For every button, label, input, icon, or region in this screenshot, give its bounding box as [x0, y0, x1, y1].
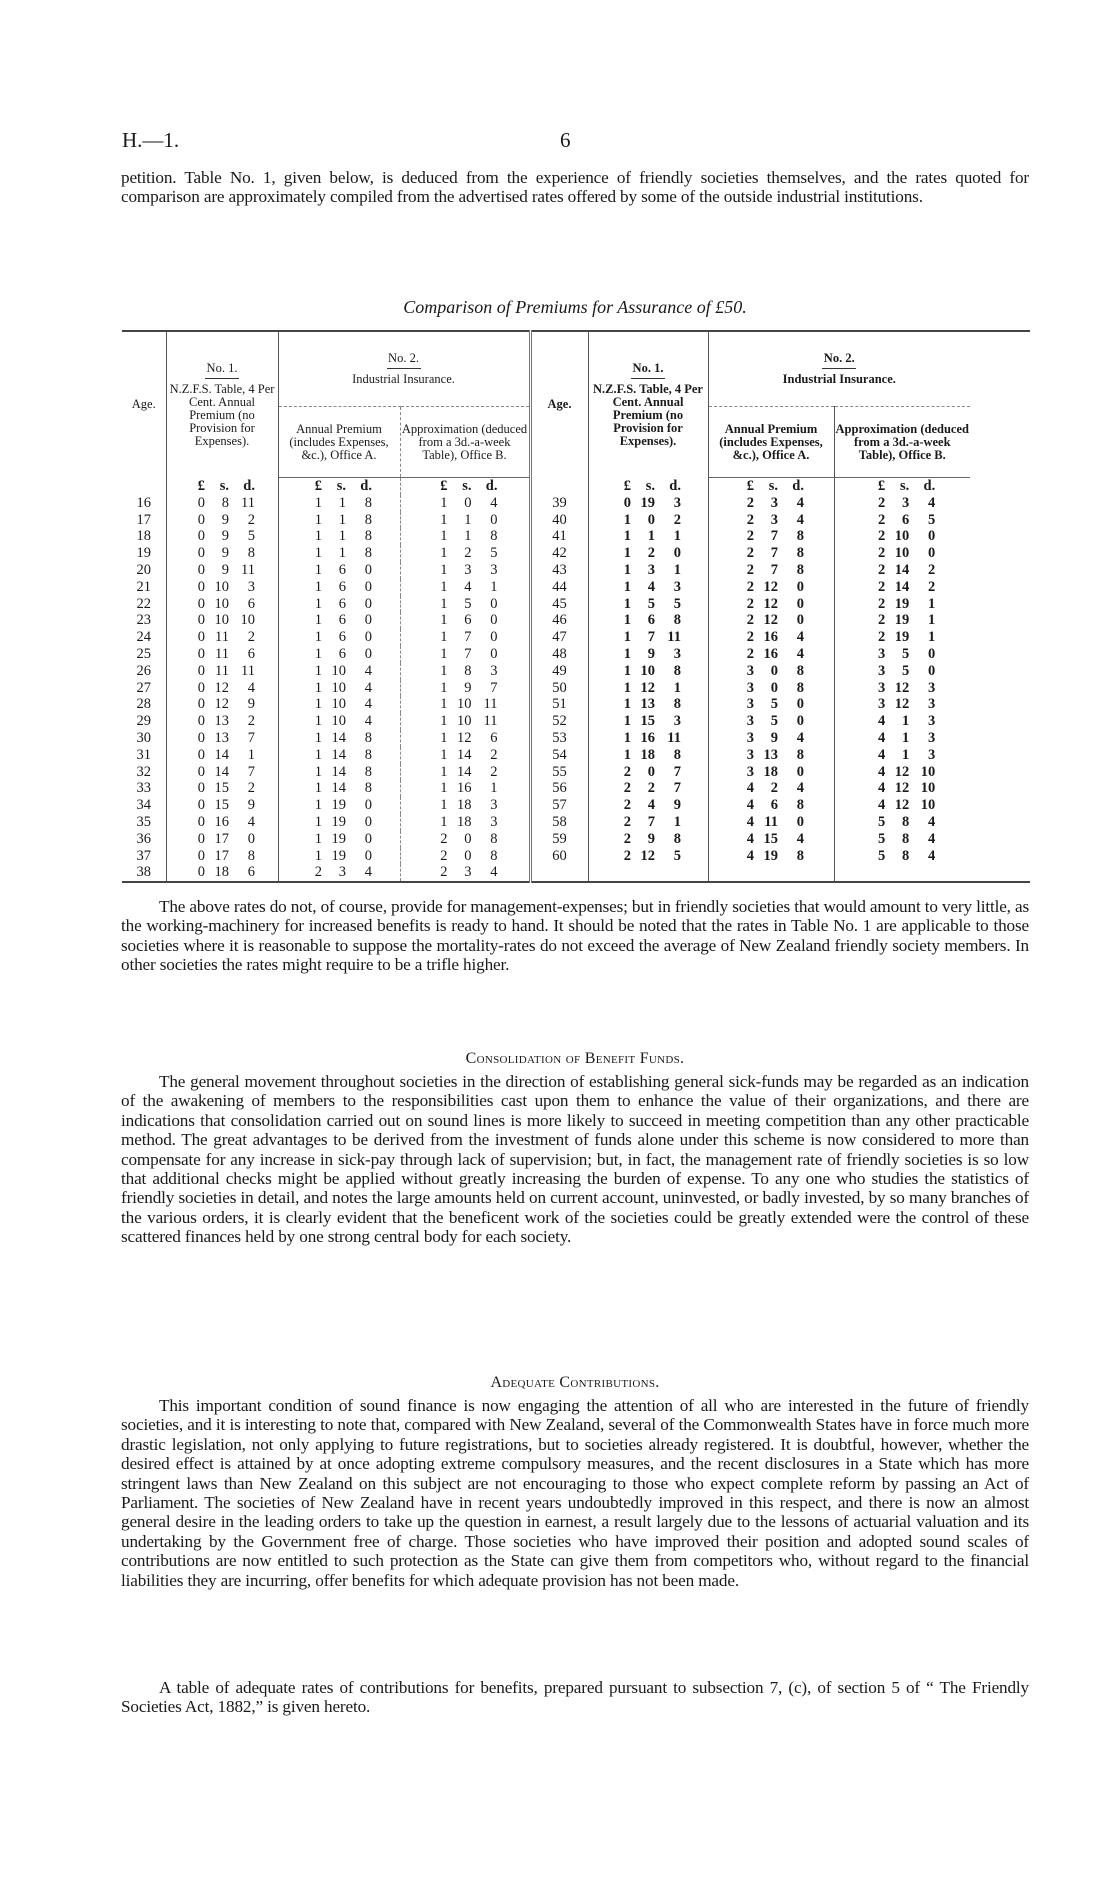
- no1-header-right: [588, 331, 708, 478]
- units-label: £ s. d.: [834, 478, 970, 495]
- office-a-premium-cell: 2 12 0: [708, 579, 834, 596]
- office-a-premium-cell: 2 3 4: [708, 495, 834, 512]
- office-a-premium-cell: 1 14 8: [278, 747, 400, 764]
- office-b-premium-cell: 4 12 10: [834, 764, 970, 781]
- age-cell: 17: [136, 511, 151, 528]
- intro-paragraph: petition. Table No. 1, given below, is deduced from the experience of friendly societies themselves, and the rates quoted for comparison are approximately compiled from the advertised rates offered by some of the outside industrial institutions.: [121, 168, 1029, 207]
- office-a-premium-cell: 1 1 8: [278, 512, 400, 529]
- office-a-premium-cell: 2 16 4: [708, 646, 834, 663]
- units-label: £ s. d.: [588, 478, 708, 495]
- office-a-premium-cell: 1 14 8: [278, 764, 400, 781]
- age-cell: 55: [530, 764, 588, 781]
- office-b-premium-cell: 4 1 3: [834, 730, 970, 747]
- age-cell: 60: [530, 848, 588, 865]
- age-cell: 24: [136, 629, 151, 646]
- age-cell: 35: [136, 813, 151, 830]
- no1-premium-cell: 0 9 11: [166, 562, 278, 579]
- age-cell: 31: [136, 746, 151, 763]
- office-a-premium-cell: 1 10 4: [278, 713, 400, 730]
- office-a-premium-cell: 4 11 0: [708, 814, 834, 831]
- office-b-premium-cell: 3 12 3: [834, 680, 970, 697]
- office-a-premium-cell: 1 19 0: [278, 797, 400, 814]
- no1-premium-cell: 0 11 2: [166, 629, 278, 646]
- office-b-premium-cell: 1 12 6: [400, 730, 530, 747]
- age-cell: 53: [530, 730, 588, 747]
- office-b-premium-cell: 5 8 4: [834, 814, 970, 831]
- no1-premium-cell: 1 5 5: [588, 596, 708, 613]
- no1-premium-cell: 1 1 1: [588, 528, 708, 545]
- no1-premium-cell: 2 4 9: [588, 797, 708, 814]
- table-row: [122, 713, 1030, 730]
- no1-premium-cell: 0 14 1: [166, 747, 278, 764]
- office-b-premium-cell: 2 14 2: [834, 579, 970, 596]
- no1-premium-cell: 0 13 7: [166, 730, 278, 747]
- office-b-premium-cell: 1 9 7: [400, 680, 530, 697]
- office-b-premium-cell: 2 0 8: [400, 848, 530, 865]
- office-b-premium-cell: 1 1 0: [400, 512, 530, 529]
- table-row: [122, 579, 1030, 596]
- age-cell: 39: [530, 495, 588, 512]
- age-cell: 26: [136, 662, 151, 679]
- units-label: £ s. d.: [708, 478, 834, 495]
- no2-title: No. 2.: [388, 351, 419, 365]
- no1-description: N.Z.F.S. Table, 4 Per Cent. Annual Premium (no Provision for Expenses).: [593, 381, 703, 448]
- age-cell: 19: [136, 545, 151, 562]
- no1-premium-cell: 1 6 8: [588, 612, 708, 629]
- office-b-premium-cell: 2 0 8: [400, 831, 530, 848]
- no1-premium-cell: 0 14 7: [166, 764, 278, 781]
- no1-header: [166, 331, 278, 478]
- table-row: [122, 528, 1030, 545]
- office-a-premium-cell: 1 1 8: [278, 545, 400, 562]
- no1-premium-cell: 2 2 7: [588, 780, 708, 797]
- office-b-premium-cell: 1 0 4: [400, 495, 530, 512]
- no1-premium-cell: 1 3 1: [588, 562, 708, 579]
- units-label: £ s. d.: [400, 478, 530, 495]
- office-b-premium-cell: 1 6 0: [400, 612, 530, 629]
- document-reference: H.—1.: [122, 128, 180, 152]
- divider: [387, 368, 421, 369]
- table-title: Comparison of Premiums for Assurance of £50.: [403, 297, 747, 317]
- office-b-premium-cell: [834, 864, 970, 882]
- table-row: [122, 730, 1030, 747]
- office-b-premium-cell: 1 14 2: [400, 747, 530, 764]
- office-b-premium-cell: 5 8 4: [834, 831, 970, 848]
- table-row: [122, 764, 1030, 781]
- section-heading-consolidation: Consolidation of Benefit Funds.: [465, 1050, 685, 1067]
- office-a-premium-cell: 1 10 4: [278, 696, 400, 713]
- office-a-premium-cell: 4 15 4: [708, 831, 834, 848]
- office-a-premium-cell: 1 6 0: [278, 562, 400, 579]
- no1-premium-cell: 1 16 11: [588, 730, 708, 747]
- no1-premium-cell: 1 13 8: [588, 696, 708, 713]
- divider: [822, 368, 856, 369]
- age-cell: 28: [136, 696, 151, 713]
- office-a-premium-cell: 3 18 0: [708, 764, 834, 781]
- table-row: [122, 562, 1030, 579]
- table-row: [122, 848, 1030, 865]
- office-a-premium-cell: 1 6 0: [278, 629, 400, 646]
- table-row: [122, 646, 1030, 663]
- office-a-header: Annual Premium (includes Expenses, &c.), Office A.: [278, 407, 400, 478]
- units-label: £ s. d.: [278, 478, 400, 495]
- no1-premium-cell: 0 9 8: [166, 545, 278, 562]
- units-label: £ s. d.: [166, 478, 278, 495]
- no1-premium-cell: 0 11 6: [166, 646, 278, 663]
- no1-premium-cell: 0 15 2: [166, 780, 278, 797]
- office-a-premium-cell: 1 6 0: [278, 579, 400, 596]
- no1-premium-cell: 0 17 8: [166, 848, 278, 865]
- office-b-premium-cell: 4 1 3: [834, 713, 970, 730]
- office-a-premium-cell: 1 1 8: [278, 528, 400, 545]
- no2-description: Industrial Insurance.: [782, 372, 896, 386]
- no1-premium-cell: 1 9 3: [588, 646, 708, 663]
- office-a-premium-cell: 3 0 8: [708, 663, 834, 680]
- office-b-premium-cell: 2 6 5: [834, 512, 970, 529]
- no1-premium-cell: 0 10 3: [166, 579, 278, 596]
- no1-premium-cell: 1 10 8: [588, 663, 708, 680]
- no1-premium-cell: 0 9 2: [166, 512, 278, 529]
- office-a-header-right: Annual Premium (includes Expenses, &c.), Office A.: [708, 407, 834, 478]
- age-header: Age.: [131, 397, 156, 412]
- age-cell: [530, 864, 588, 882]
- no1-premium-cell: 2 12 5: [588, 848, 708, 865]
- age-cell: 34: [136, 797, 151, 814]
- office-a-premium-cell: 2 16 4: [708, 629, 834, 646]
- no1-premium-cell: 2 7 1: [588, 814, 708, 831]
- office-a-premium-cell: 1 10 4: [278, 663, 400, 680]
- paragraph-text: The above rates do not, of course, provide for management-expenses; but in friendly societies that would amount to very little, as the working-machinery for increased benefits is ready to hand. It should be noted that the rates in Table No. 1 are applicable to those societies where it is reasonable to suppose the mortality-rates do not exceed the average of New Zealand friendly society members. In other societies the rates might require to be a trifle higher.: [121, 897, 1029, 975]
- no1-premium-cell: 1 4 3: [588, 579, 708, 596]
- no1-premium-cell: 1 0 2: [588, 512, 708, 529]
- office-b-premium-cell: 1 4 1: [400, 579, 530, 596]
- closing-paragraph: [121, 1678, 1029, 1717]
- no1-premium-cell: 0 11 11: [166, 663, 278, 680]
- office-a-premium-cell: 4 2 4: [708, 780, 834, 797]
- age-cell: 20: [136, 561, 151, 578]
- office-a-premium-cell: 1 6 0: [278, 596, 400, 613]
- office-a-premium-cell: 2 3 4: [708, 512, 834, 529]
- age-cell: 42: [530, 545, 588, 562]
- age-cell: 30: [136, 729, 151, 746]
- no1-premium-cell: 1 18 8: [588, 747, 708, 764]
- age-cell: 40: [530, 512, 588, 529]
- no1-description: N.Z.F.S. Table, 4 Per Cent. Annual Premium (no Provision for Expenses).: [169, 381, 275, 448]
- table-row: [122, 629, 1030, 646]
- office-a-premium-cell: 2 7 8: [708, 528, 834, 545]
- office-b-premium-cell: 4 12 10: [834, 797, 970, 814]
- office-b-premium-cell: 1 5 0: [400, 596, 530, 613]
- divider: [631, 378, 665, 379]
- age-cell: 29: [136, 713, 151, 730]
- office-b-premium-cell: 1 7 0: [400, 629, 530, 646]
- no2-title: No. 2.: [823, 351, 855, 365]
- age-cell: 16: [136, 494, 151, 511]
- divider: [205, 378, 239, 379]
- no1-premium-cell: 1 12 1: [588, 680, 708, 697]
- office-a-premium-cell: 1 6 0: [278, 646, 400, 663]
- office-a-premium-cell: 4 6 8: [708, 797, 834, 814]
- office-b-premium-cell: 4 1 3: [834, 747, 970, 764]
- age-cell: 48: [530, 646, 588, 663]
- office-b-premium-cell: 4 12 10: [834, 780, 970, 797]
- office-a-premium-cell: 3 13 8: [708, 747, 834, 764]
- office-b-premium-cell: 1 7 0: [400, 646, 530, 663]
- no1-premium-cell: 0 13 2: [166, 713, 278, 730]
- table-row: [122, 696, 1030, 713]
- no1-premium-cell: 0 18 6: [166, 864, 278, 882]
- table-row: [122, 612, 1030, 629]
- age-cell: 43: [530, 562, 588, 579]
- office-b-premium-cell: 1 16 1: [400, 780, 530, 797]
- no1-premium-cell: 2 0 7: [588, 764, 708, 781]
- no1-premium-cell: 0 10 10: [166, 612, 278, 629]
- office-b-premium-cell: 2 19 1: [834, 612, 970, 629]
- no1-premium-cell: 0 16 4: [166, 814, 278, 831]
- age-cell: 50: [530, 680, 588, 697]
- no1-premium-cell: 0 15 9: [166, 797, 278, 814]
- after-table-paragraph: [121, 897, 1029, 975]
- office-a-premium-cell: 1 14 8: [278, 780, 400, 797]
- no1-premium-cell: 0 12 9: [166, 696, 278, 713]
- no2-description: Industrial Insurance.: [352, 372, 455, 386]
- age-cell: 22: [136, 595, 151, 612]
- age-cell: 54: [530, 747, 588, 764]
- office-b-premium-cell: 2 3 4: [834, 495, 970, 512]
- office-b-premium-cell: 2 19 1: [834, 629, 970, 646]
- age-cell: 25: [136, 645, 151, 662]
- no1-title: No. 1.: [632, 360, 664, 375]
- age-cell: 51: [530, 696, 588, 713]
- age-header-right: Age.: [530, 331, 588, 478]
- office-a-premium-cell: 3 0 8: [708, 680, 834, 697]
- office-b-premium-cell: 3 5 0: [834, 663, 970, 680]
- office-b-premium-cell: 1 10 11: [400, 713, 530, 730]
- office-a-premium-cell: 2 7 8: [708, 562, 834, 579]
- adequate-contributions-paragraph: [121, 1396, 1029, 1590]
- paragraph-text: A table of adequate rates of contributions for benefits, prepared pursuant to subsection 7, (c), of section 5 of “ The Friendly Societies Act, 1882,” is given hereto.: [121, 1678, 1029, 1717]
- office-a-premium-cell: 1 6 0: [278, 612, 400, 629]
- office-b-premium-cell: 1 8 3: [400, 663, 530, 680]
- office-a-premium-cell: 1 19 0: [278, 848, 400, 865]
- no1-premium-cell: [588, 864, 708, 882]
- no1-premium-cell: 0 9 5: [166, 528, 278, 545]
- office-b-premium-cell: 5 8 4: [834, 848, 970, 865]
- age-cell: 49: [530, 663, 588, 680]
- no2-header: [278, 331, 530, 407]
- age-cell: 46: [530, 612, 588, 629]
- page-number: 6: [560, 128, 571, 152]
- office-b-premium-cell: 1 1 8: [400, 528, 530, 545]
- office-a-premium-cell: 1 19 0: [278, 814, 400, 831]
- premium-comparison-table: [122, 330, 1030, 883]
- no1-title: No. 1.: [206, 360, 238, 375]
- office-a-premium-cell: 3 9 4: [708, 730, 834, 747]
- paragraph-text: This important condition of sound finance is now engaging the attention of all who are interested in the future of friendly societies, and it is interesting to note that, compared with New Zealand, several of the Commonwealth States have in force much more drastic legislation, not only applying to future registrations, but to societies already registered. It is doubtful, however, whether the desired effect is attained by at once adopting extreme compulsory measures, and the recent disclosures in a State which has more stringent laws than New Zealand on this subject are not encouraging to those who expect complete reform by passing an Act of Parliament. The societies of New Zealand have in recent years undoubtedly improved in this respect, and there is now an almost general desire in the leading orders to take up the question in earnest, a result largely due to the lessons of actuarial valuation and its undertaking by the Government free of charge. Those societies who have improved their position and adopted sound scales of contributions are now entitled to such protection as the State can give them from competitors who, without regard to the financial liabilities they are incurring, offer benefits for which adequate provision has not been made.: [121, 1396, 1029, 1590]
- office-b-premium-cell: 2 14 2: [834, 562, 970, 579]
- table-row: [122, 596, 1030, 613]
- table-row: [122, 512, 1030, 529]
- paragraph-text: The general movement throughout societies in the direction of establishing general sick-funds may be regarded as an indication of the awakening of members to the responsibilities cast upon them to enhance the value of their organizations, and there are indications that consolidation carried out on sound lines is more likely to succeed in meeting competition than any other practicable method. The great advantages to be derived from the investment of funds alone under this scheme is now considered to more than compensate for any increase in sick-pay through lack of supervision; but, in fact, the management rate of friendly societies is so low that additional checks might be applied without greatly increasing the burden of expense. To any one who studies the statistics of friendly societies in detail, and notes the large amounts held on current account, uninvested, or badly invested, by so many branches of the various orders, it is clearly evident that the beneficent work of the societies could be greatly extended were the control of these scattered finances held by one strong central body for each society.: [121, 1072, 1029, 1247]
- table-row: [122, 831, 1030, 848]
- table-row: [122, 545, 1030, 562]
- office-a-premium-cell: 3 5 0: [708, 713, 834, 730]
- office-a-premium-cell: 2 3 4: [278, 864, 400, 882]
- office-a-premium-cell: 1 1 8: [278, 495, 400, 512]
- section-heading-adequate-contributions: Adequate Contributions.: [490, 1374, 660, 1391]
- table-row: [122, 747, 1030, 764]
- age-cell: 18: [136, 528, 151, 545]
- age-cell: 45: [530, 596, 588, 613]
- table-row: [122, 663, 1030, 680]
- office-a-premium-cell: 1 10 4: [278, 680, 400, 697]
- office-a-premium-cell: [708, 864, 834, 882]
- office-b-premium-cell: 3 12 3: [834, 696, 970, 713]
- no1-premium-cell: 1 15 3: [588, 713, 708, 730]
- office-b-premium-cell: 2 10 0: [834, 528, 970, 545]
- office-b-premium-cell: 2 10 0: [834, 545, 970, 562]
- office-a-premium-cell: 2 7 8: [708, 545, 834, 562]
- no2-header-right: [708, 331, 970, 407]
- age-cell: 23: [136, 612, 151, 629]
- table-row: [122, 495, 1030, 512]
- no1-premium-cell: 0 12 4: [166, 680, 278, 697]
- age-cell: 37: [136, 847, 151, 864]
- age-cell: 57: [530, 797, 588, 814]
- no1-premium-cell: 0 17 0: [166, 831, 278, 848]
- age-cell: 58: [530, 814, 588, 831]
- office-b-premium-cell: 1 2 5: [400, 545, 530, 562]
- age-cell: 59: [530, 831, 588, 848]
- office-a-premium-cell: 2 12 0: [708, 612, 834, 629]
- office-b-premium-cell: 1 3 3: [400, 562, 530, 579]
- table-row: [122, 797, 1030, 814]
- office-b-premium-cell: 1 10 11: [400, 696, 530, 713]
- table-row: [122, 680, 1030, 697]
- age-cell: 36: [136, 830, 151, 847]
- office-b-premium-cell: 1 18 3: [400, 797, 530, 814]
- age-cell: 41: [530, 528, 588, 545]
- office-a-premium-cell: 4 19 8: [708, 848, 834, 865]
- table-row: [122, 780, 1030, 797]
- office-b-header-right: Approximation (deduced from a 3d.-a-week Table), Office B.: [834, 407, 970, 478]
- office-b-header: Approximation (deduced from a 3d.-a-week Table), Office B.: [400, 407, 530, 478]
- no1-premium-cell: 2 9 8: [588, 831, 708, 848]
- office-a-premium-cell: 2 12 0: [708, 596, 834, 613]
- office-b-premium-cell: 1 18 3: [400, 814, 530, 831]
- age-cell: 47: [530, 629, 588, 646]
- age-cell: 56: [530, 780, 588, 797]
- office-b-premium-cell: 2 19 1: [834, 596, 970, 613]
- no1-premium-cell: 1 7 11: [588, 629, 708, 646]
- no1-premium-cell: 1 2 0: [588, 545, 708, 562]
- office-a-premium-cell: 3 5 0: [708, 696, 834, 713]
- office-b-premium-cell: 3 5 0: [834, 646, 970, 663]
- age-cell: 33: [136, 780, 151, 797]
- no1-premium-cell: 0 8 11: [166, 495, 278, 512]
- age-cell: 21: [136, 578, 151, 595]
- age-cell: 32: [136, 763, 151, 780]
- table-row: [122, 864, 1030, 882]
- no1-premium-cell: 0 19 3: [588, 495, 708, 512]
- office-a-premium-cell: 1 14 8: [278, 730, 400, 747]
- no1-premium-cell: 0 10 6: [166, 596, 278, 613]
- office-b-premium-cell: 2 3 4: [400, 864, 530, 882]
- office-a-premium-cell: 1 19 0: [278, 831, 400, 848]
- table-row: [122, 814, 1030, 831]
- age-cell: 52: [530, 713, 588, 730]
- age-cell: 44: [530, 579, 588, 596]
- age-cell: 38: [122, 864, 166, 882]
- office-b-premium-cell: 1 14 2: [400, 764, 530, 781]
- consolidation-paragraph: [121, 1072, 1029, 1247]
- age-cell: 27: [136, 679, 151, 696]
